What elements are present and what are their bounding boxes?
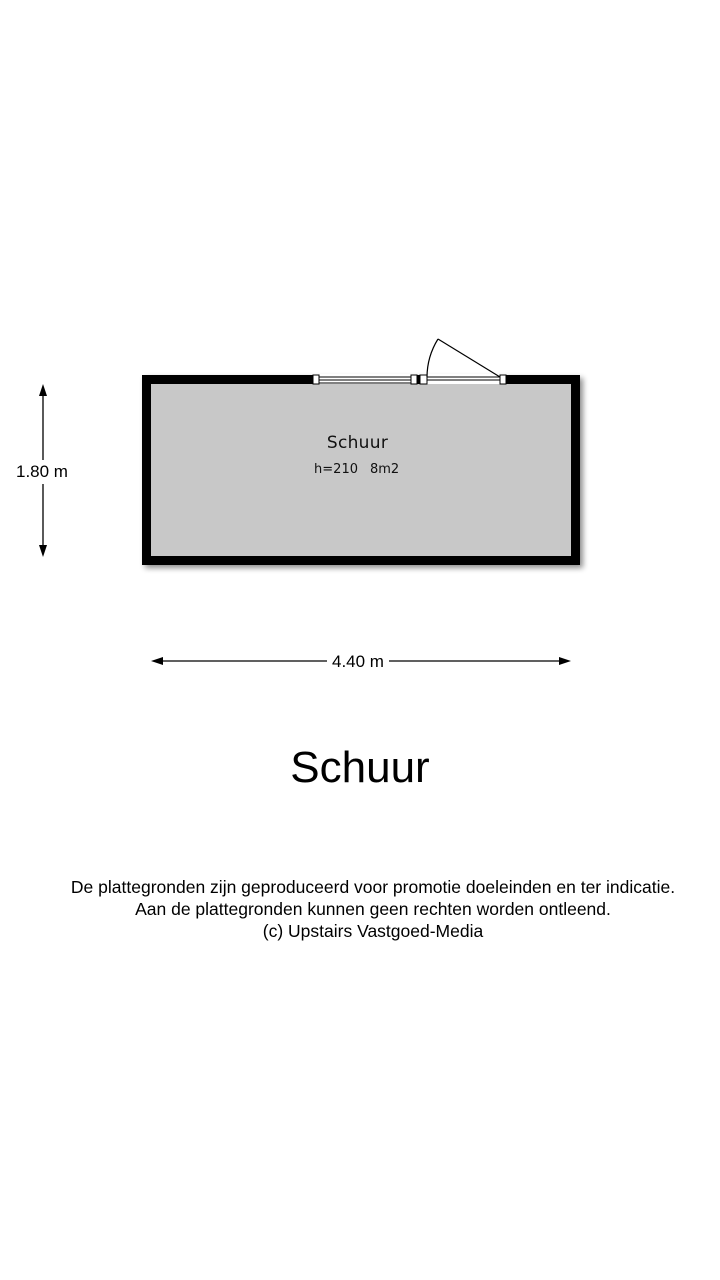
room-floor [151, 384, 571, 556]
floor-title: Schuur [290, 743, 430, 792]
door-leaf [438, 339, 500, 377]
arrow-up-icon [39, 384, 47, 396]
room-name-label: Schuur [326, 433, 389, 453]
arrow-left-icon [151, 657, 163, 665]
disclaimer-line-3: (c) Upstairs Vastgoed-Media [262, 921, 484, 941]
window [313, 374, 417, 384]
room-area-label: 8m2 [370, 462, 400, 477]
arrow-down-icon [39, 545, 47, 557]
disclaimer [0, 876, 720, 942]
height-dimension-label: 1.80 m [14, 460, 70, 484]
arrow-right-icon [559, 657, 571, 665]
room-height-label: h=210 [314, 462, 358, 477]
door-swing-arc [427, 339, 438, 377]
room-schuur [142, 375, 580, 565]
width-dimension-label: 4.40 m [327, 652, 389, 672]
disclaimer-line-2: Aan de plattegronden kunnen geen rechten worden ontleend. [135, 899, 611, 919]
door [420, 339, 506, 384]
disclaimer-line-1: De plattegronden zijn geproduceerd voor promotie doeleinden en ter indicatie. [70, 877, 676, 897]
